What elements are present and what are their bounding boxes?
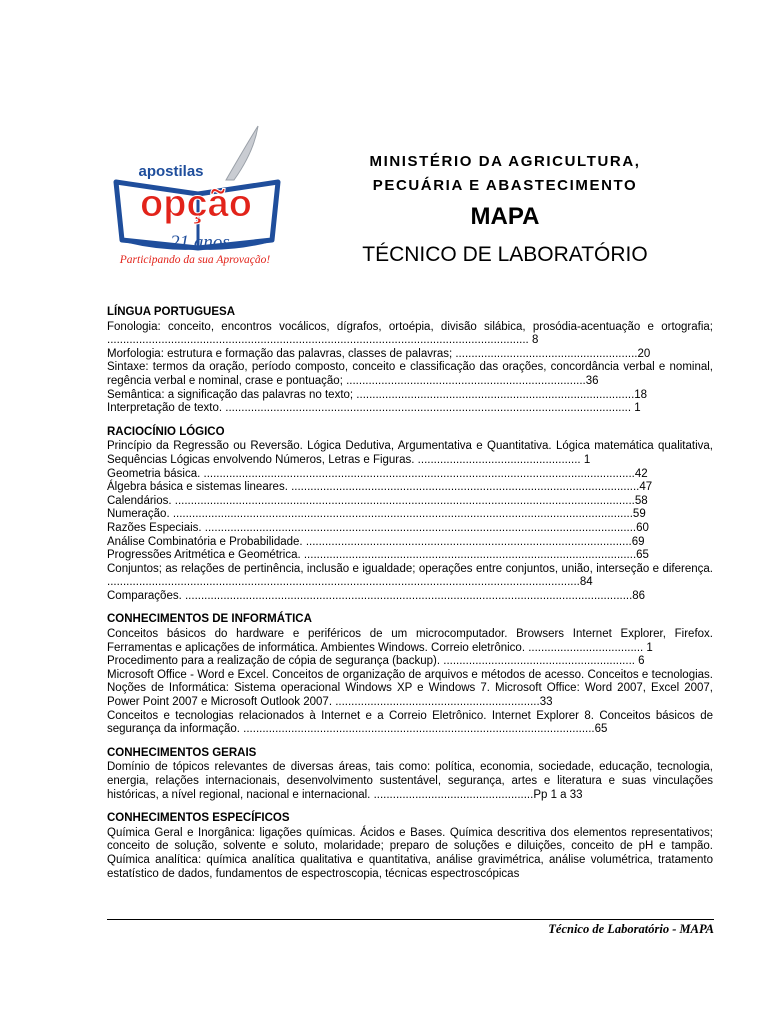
toc-entry: Geometria básica. .......................................................................................................................................42 [107,467,648,480]
section-title: RACIOCÍNIO LÓGICO [107,425,225,438]
logo-tagline: Participando da sua Aprovação! [119,254,271,266]
section-title: CONHECIMENTOS ESPECÍFICOS [107,812,290,825]
toc-entry: Conjuntos; as relações de pertinência, inclusão e igualdade; operações entre conjuntos, união, interseção e diferença. ....................................................................................................................................................84 [107,562,713,589]
toc-entry: Razões Especiais. .......................................................................................................................................60 [107,521,649,534]
toc-entry: Calendários. ................................................................................................................................................58 [107,494,648,507]
footer-running-title: Técnico de Laboratório - MAPA [548,922,714,936]
logo-years-text: 21 anos [170,232,230,253]
toc-entry: Conceitos e tecnologias relacionados à Internet e a Correio Eletrônico. Internet Explorer 8. Conceitos básicos de segurança da informação. ..............................................................................................................65 [107,709,713,736]
apostilas-opcao-logo [108,122,286,270]
header-ministry-line1: MINISTÉRIO DA AGRICULTURA, [369,153,641,170]
toc-entry: Semântica: a significação das palavras no texto; .......................................................................................18 [107,388,648,401]
toc-entry: Princípio da Regressão ou Reversão. Lógica Dedutiva, Argumentativa e Quantitativa. Lógica matemática qualitativa, Sequências Lógicas envolvendo Números, Letras e Figuras. ................................................... 1 [107,440,713,466]
section-lingua-portuguesa [107,306,713,416]
section-raciocinio-logico [107,426,713,604]
toc-entry: Álgebra básica e sistemas lineares. .............................................................................................................47 [107,481,653,494]
header-role-title: TÉCNICO DE LABORATÓRIO [362,243,648,266]
document-header [300,150,710,269]
quill-icon [226,126,258,180]
toc-entry: Morfologia: estrutura e formação das palavras, classes de palavras; .........................................................20 [107,347,651,360]
toc-entry: Sintaxe: termos da oração, período composto, conceito e classificação das orações, concordância verbal e nominal, regência verbal e nominal, crase e pontuação; ...........................................................................36 [107,361,713,387]
toc-entry: Interpretação de texto. ............................................................................................................................... 1 [107,402,641,415]
section-conhecimentos-especificos [107,812,713,881]
footer-divider [107,919,714,920]
header-ministry-line2: PECUÁRIA E ABASTECIMENTO [372,177,638,194]
table-of-contents [107,306,713,891]
toc-entry: Química Geral e Inorgânica: ligações químicas. Ácidos e Bases. Química descritiva dos elementos representativos; conceito de solução, solvente e soluto, molaridade; preparo de soluções e diluições, conceito de pH e tampão. Química analítica: química analítica qualitativa e quantitativa, análise gravimétrica, análise volumétrica, tratamento estatístico de dados, fundamentos de espectroscopia, técnicas espectroscópicas [107,826,713,880]
toc-entry: Numeração. ................................................................................................................................................59 [107,508,646,521]
section-conhecimentos-gerais [107,747,713,802]
toc-entry: Microsoft Office - Word e Excel. Conceitos de organização de arquivos e métodos de acesso. Conceitos e tecnologias. Noções de Informática: Sistema operacional Windows XP e Windows 7. Microsoft Office: Word 2007, Excel 2007, Power Point 2007 e Microsoft Outlook 2007. ................................................................33 [107,668,713,709]
toc-entry: Domínio de tópicos relevantes de diversas áreas, tais como: política, economia, sociedade, educação, tecnologia, energia, relações internacionais, desenvolvimento sustentável, segurança, artes e literatura e suas vinculações históricas, a nível regional, nacional e internacional. ..................................................Pp 1 a 33 [107,761,713,801]
section-title: CONHECIMENTOS GERAIS [107,746,257,759]
toc-entry: Comparações. ............................................................................................................................................86 [107,589,646,602]
section-title: LÍNGUA PORTUGUESA [107,306,235,318]
section-title: CONHECIMENTOS DE INFORMÁTICA [107,613,312,626]
header-acronym: MAPA [470,203,540,230]
toc-entry: Conceitos básicos do hardware e periféricos de um microcomputador. Browsers Internet Explorer, Firefox. Ferramentas e aplicações de informática. Ambientes Windows. Correio eletrônico. .................................... 1 [107,628,713,654]
logo-main-text: opção [140,183,252,225]
toc-entry: Fonologia: conceito, encontros vocálicos, dígrafos, ortoépia, divisão silábica, prosódia-acentuação e ortografia; .................................................................................................................................... 8 [107,320,713,347]
section-informatica [107,613,713,736]
toc-entry: Procedimento para a realização de cópia de segurança (backup). ............................................................ 6 [107,655,645,668]
toc-entry: Progressões Aritmética e Geométrica. ........................................................................................................65 [107,549,649,562]
toc-entry: Análise Combinatória e Probabilidade. ......................................................................................................69 [107,535,645,548]
logo-top-text: apostilas [138,163,204,180]
